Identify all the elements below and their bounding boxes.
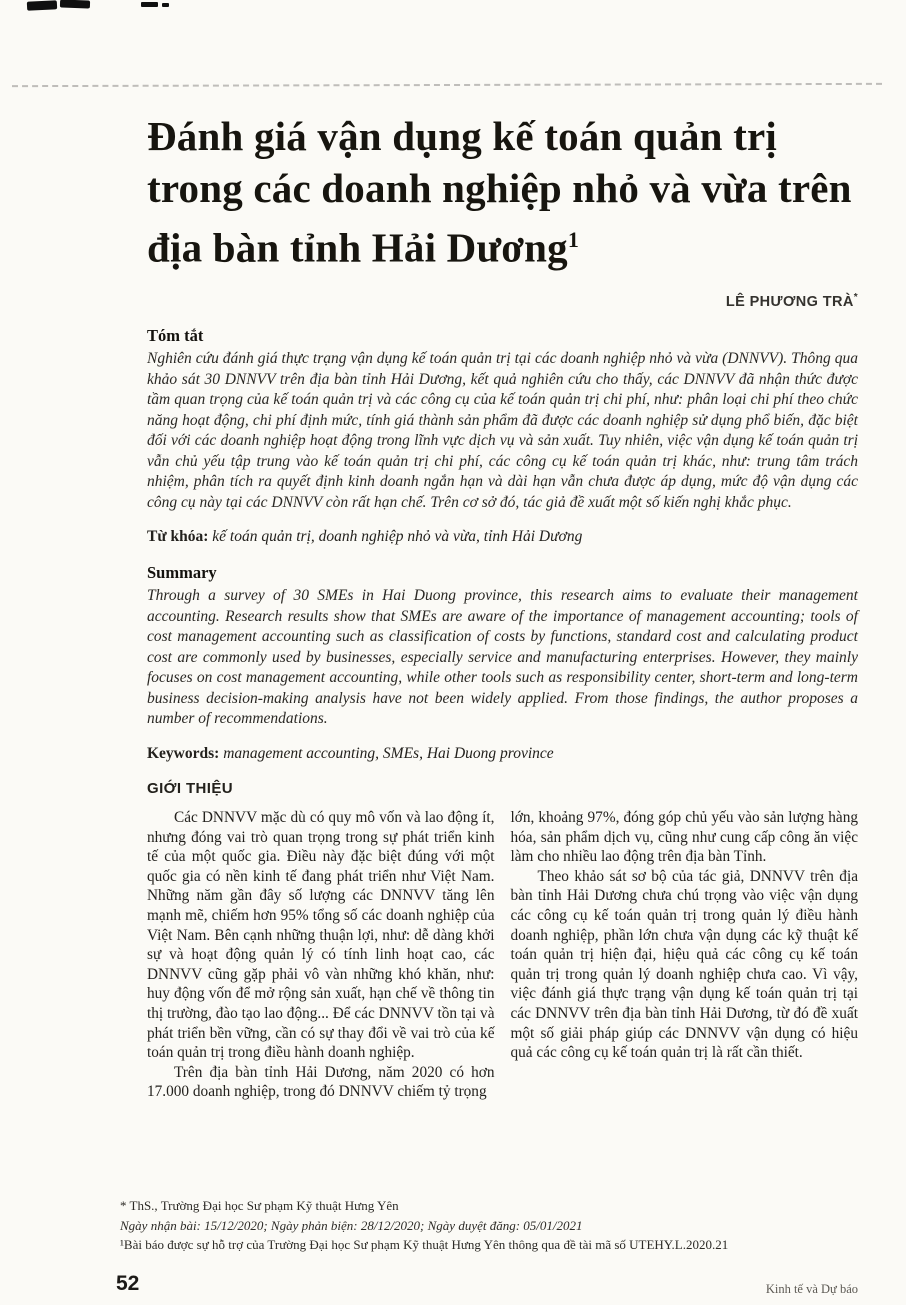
footnote-dates: Ngày nhận bài: 15/12/2020; Ngày phản biện: 28/12/2020; Ngày duyệt đăng: 05/01/2021 [120,1217,583,1233]
abstract-en-heading: Summary [147,563,217,583]
keywords-en-line [147,745,858,763]
title-footnote-marker: 1 [567,227,580,252]
keywords-vi-value: kế toán quản trị, doanh nghiệp nhỏ và vừa, tỉnh Hải Dương [212,528,583,546]
body-column-right [511,808,859,1102]
footnote-funding: ¹Bài báo được sự hỗ trợ của Trường Đại học Sư phạm Kỹ thuật Hưng Yên thông qua đề tài mã số UTEHY.L.2020.21 [120,1237,729,1252]
footnotes-block [120,1196,860,1255]
body-paragraph: Trên địa bàn tỉnh Hải Dương, năm 2020 có hơn 17.000 doanh nghiệp, trong đó DNNVV chiếm tỷ trọng [147,1063,495,1101]
page-number: 52 [116,1272,140,1295]
article-title-text: Đánh giá vận dụng kế toán quản trị trong các doanh nghiệp nhỏ và vừa trên địa bàn tỉnh Hải Dương [147,113,852,271]
body-paragraph: Theo khảo sát sơ bộ của tác giả, DNNVV trên địa bàn tỉnh Hải Dương chưa chú trọng vào việc vận dụng các công cụ kế toán quản trị trong quản lý điều hành doanh nghiệp, phần lớn chưa vận dụng các kỹ thuật kế toán quản trị hiện đại, hiệu quả các công cụ kế toán quản trị trong quản lý doanh nghiệp chưa cao. Vì vậy, việc đánh giá thực trạng vận dụng kế toán quản trị tại các DNNVV trên địa bàn tỉnh Hải Dương, từ đó đề xuất một số giải pháp giúp các DNNVV vận dụng có hiệu quả các công cụ kế toán quản trị là rất cần thiết. [510,867,858,1062]
section-heading-gioi-thieu: GIỚI THIỆU [147,779,233,797]
body-paragraph: lớn, khoảng 97%, đóng góp chủ yếu vào sản lượng hàng hóa, sản phẩm dịch vụ, cũng như cung cấp công ăn việc làm cho nhiều lao động trên địa bàn Tỉnh. [510,808,858,866]
keywords-vi-line [147,528,858,546]
scan-dashed-line [12,83,882,87]
keywords-en-value: management accounting, SMEs, Hai Duong province [223,744,554,762]
body-column-left [147,808,495,1102]
scan-artifact [60,0,90,9]
article-title [147,110,858,274]
journal-name: Kinh tế và Dự báo [765,1282,858,1296]
author-name: LÊ PHƯƠNG TRÀ [725,293,854,310]
keywords-en-label: Keywords: [147,744,220,762]
scan-artifact [162,3,169,7]
scan-artifact [141,2,158,7]
abstract-en-text: Through a survey of 30 SMEs in Hai Duong province, this research aims to evaluate their management accounting. Research results show that SMEs are aware of the importance of management accounting; tools of cost management accounting such as classification of costs by functions, standard cost and calculating product cost are commonly used by businesses, especially service and manufacturing enterprises. However, they mainly focuses on cost management accounting, while other tools such as responsibility center, short-term and long-term business decision-making analysis have not been widely applied. From those findings, the author proposes a number of recommendations. [147,587,858,728]
abstract-vi-heading: Tóm tắt [147,326,204,346]
two-column-body [147,808,858,1102]
abstract-vi-text: Nghiên cứu đánh giá thực trạng vận dụng kế toán quản trị tại các doanh nghiệp nhỏ và vừa (DNNVV). Thông qua khảo sát 30 DNNVV trên địa bàn tỉnh Hải Dương, kết quả nghiên cứu cho thấy, các DNNVV đã nhận thức được tầm quan trọng của kế toán quản trị và các công cụ của kế toán quản trị chi phí, như: phân loại chi phí theo chức năng hoạt động, chi phí định mức, tính giá thành sản phẩm đã được các doanh nghiệp sử dụng phổ biến, đặc biệt đối với các doanh nghiệp hoạt động trong lĩnh vực dịch vụ và sản xuất. Tuy nhiên, việc vận dụng kế toán quản trị vẫn chủ yếu tập trung vào kế toán quản trị chi phí, các công cụ kế toán quản trị khác, như: trung tâm trách nhiệm, phân tích ra quyết định kinh doanh ngắn hạn và dài hạn vẫn chưa được áp dụng, mức độ vận dụng các công cụ này tại các DNNVV còn rất hạn chế. Trên cơ sở đó, tác giả đề xuất một số kiến nghị khắc phục. [147,350,858,511]
author-line [147,292,858,310]
keywords-vi-label: Từ khóa: [147,528,209,546]
body-paragraph: Các DNNVV mặc dù có quy mô vốn và lao động ít, nhưng đóng vai trò quan trọng trong sự phát triển kinh tế của một quốc gia. Điều này đặc biệt đúng với một quốc gia có nền kinh tế đang phát triển như Việt Nam. Những năm gần đây số lượng các DNNVV tăng lên mạnh mẽ, chiếm hơn 95% tổng số các doanh nghiệp của Việt Nam. Bên cạnh những thuận lợi, như: dễ dàng khởi sự và hoạt động quản lý có tính linh hoạt cao, các DNNVV cũng gặp phải vô vàn những khó khăn, như: huy động vốn để mở rộng sản xuất, hạn chế về thông tin thị trường, đào tạo lao động... Để các DNNVV tồn tại và phát triển bền vững, cần có sự thay đổi về vai trò của kế toán quản trị trong điều hành doanh nghiệp. [147,808,495,1062]
scan-artifact [27,0,57,11]
author-footnote-marker: * [853,291,858,303]
article-content [147,110,858,1102]
footnote-author-affiliation: * ThS., Trường Đại học Sư phạm Kỹ thuật Hưng Yên [120,1198,399,1213]
